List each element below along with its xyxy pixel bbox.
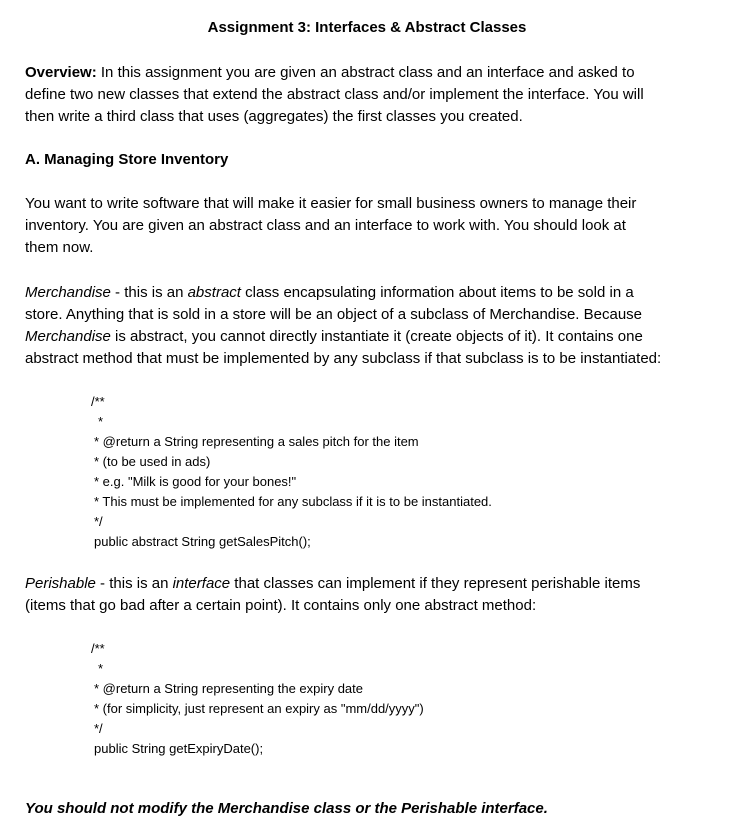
code1-line-1: /** — [91, 394, 105, 409]
interface-term: interface — [172, 575, 231, 592]
merchandise-line-4: abstract method that must be implemented by any subclass if that subclass is to be instantiated: — [25, 350, 662, 367]
code2-line-5: */ — [94, 721, 103, 736]
code1-line-3: * @return a String representing a sales pitch for the item — [94, 434, 419, 449]
merchandise-text-1b: class encapsulating information about items to be sold in a — [240, 284, 634, 301]
code1-line-8: public abstract String getSalesPitch(); — [94, 534, 311, 549]
intro-line-1: You want to write software that will make it easier for small business owners to manage their — [25, 195, 637, 212]
code1-line-5: * e.g. "Milk is good for your bones!" — [94, 474, 297, 489]
intro-line-2: inventory. You are given an abstract class and an interface to work with. You should look at — [25, 217, 626, 234]
overview-text-1: In this assignment you are given an abstract class and an interface and asked to — [96, 64, 635, 81]
overview-line-3: then write a third class that uses (aggregates) the first classes you created. — [25, 108, 523, 125]
final-note: You should not modify the Merchandise class or the Perishable interface. — [25, 800, 548, 817]
code1-line-6: * This must be implemented for any subclass if it is to be instantiated. — [94, 494, 492, 509]
perishable-text-1b: that classes can implement if they represent perishable items — [230, 575, 641, 592]
overview-label: Overview: — [25, 64, 97, 81]
abstract-term: abstract — [187, 284, 241, 301]
code2-line-4: * (for simplicity, just represent an expiry as "mm/dd/yyyy") — [94, 701, 424, 716]
code1-line-7: */ — [94, 514, 103, 529]
intro-line-3: them now. — [25, 239, 94, 256]
merchandise-term-2: Merchandise — [25, 328, 111, 345]
overview-line-2: define two new classes that extend the abstract class and/or implement the interface. You will — [25, 86, 644, 103]
code1-line-2: * — [98, 414, 104, 429]
perishable-line-2: (items that go bad after a certain point). It contains only one abstract method: — [25, 597, 537, 614]
merchandise-line-3 — [25, 326, 643, 348]
code2-line-3: * @return a String representing the expiry date — [94, 681, 364, 696]
code2-line-6: public String getExpiryDate(); — [94, 741, 264, 756]
code2-line-1: /** — [91, 641, 105, 656]
code1-line-4: * (to be used in ads) — [94, 454, 211, 469]
assignment-title: Assignment 3: Interfaces & Abstract Classes — [207, 19, 527, 36]
merchandise-line-1 — [25, 282, 634, 304]
perishable-text-1a: - this is an — [95, 575, 173, 592]
merchandise-term: Merchandise — [25, 284, 111, 301]
overview-line-1 — [25, 62, 635, 84]
perishable-term: Perishable — [25, 575, 96, 592]
merchandise-text-3: is abstract, you cannot directly instantiate it (create objects of it). It contains one — [110, 328, 643, 345]
merchandise-line-2: store. Anything that is sold in a store will be an object of a subclass of Merchandise. Because — [25, 306, 643, 323]
code2-line-2: * — [98, 661, 104, 676]
perishable-line-1 — [25, 573, 640, 595]
merchandise-text-1a: - this is an — [110, 284, 188, 301]
section-a-heading: A. Managing Store Inventory — [25, 151, 229, 168]
